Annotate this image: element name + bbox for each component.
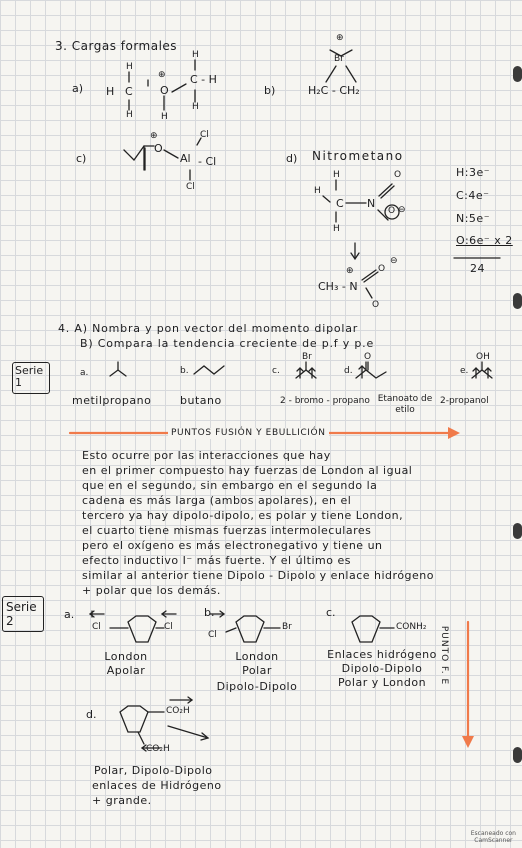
part-c-cl-right: - Cl <box>198 155 217 168</box>
resonance-o-bottom: O <box>372 300 380 310</box>
part-c-o-charge: ⊕ <box>150 131 158 141</box>
serie1-e-name: 2-propanol <box>440 396 489 406</box>
part-d-h-left: H <box>314 186 321 196</box>
part-a-h-under-o: H <box>161 112 168 122</box>
explanation-paragraph <box>82 448 434 598</box>
part-c-aluminium: Al <box>180 152 191 165</box>
question4-line-a: 4. A) Nombra y pon vector del momento dipolar <box>58 322 359 335</box>
serie2-b-caption-2: Polar <box>242 664 272 677</box>
serie2-b-caption-1: London <box>235 650 279 663</box>
serie2-a-sub-left: Cl <box>92 622 101 632</box>
paragraph-line: + polar que los demás. <box>82 584 221 597</box>
serie1-e-letter: e. <box>460 366 469 376</box>
serie2-d-caption-1: Polar, Dipolo-Dipolo <box>94 764 213 777</box>
scanner-line-2: CamScanner <box>474 837 513 844</box>
part-c-cl-bottom: Cl <box>186 182 195 192</box>
fusion-arrow-label: PUNTOS FUSIÓN Y EBULLICIÓN <box>168 428 329 439</box>
part-d-name: Nitrometano <box>312 149 404 163</box>
serie2-d-sub-top: CO₂H <box>166 706 190 716</box>
serie2-b-sub-left: Cl <box>208 630 217 640</box>
serie1-label: Serie 1 <box>15 364 44 389</box>
part-a-label: a) <box>72 82 84 95</box>
paragraph-line: cadena es más larga (ambos apolares), en el <box>82 494 352 507</box>
serie2-c-sub-right: CONH₂ <box>396 622 427 632</box>
paragraph-line: que en el segundo, sin embargo en el segundo la <box>82 479 378 492</box>
serie1-d-letter: d. <box>344 366 353 376</box>
electron-n: N:5e⁻ <box>456 212 491 225</box>
serie2-d-caption-2: enlaces de Hidrógeno <box>92 779 222 792</box>
paragraph-line: similar al anterior tiene Dipolo - Dipolo y enlace hidrógeno <box>82 569 434 582</box>
serie2-b-caption-3: Dipolo-Dipolo <box>216 680 298 693</box>
electron-c: C:4e⁻ <box>456 189 490 202</box>
serie1-c-name: 2 - bromo - propano <box>280 396 370 406</box>
serie2-label-box <box>2 596 44 632</box>
part-d-carbon: C <box>336 197 344 210</box>
serie1-e-atom: OH <box>476 352 490 362</box>
serie2-c-caption-1: Enlaces hidrógeno <box>327 648 437 661</box>
part-a-oxygen: O <box>160 84 169 97</box>
serie2-d-sub-bottom: CO₂H <box>146 744 170 754</box>
part-c-oxygen: O <box>154 142 163 155</box>
serie2-a-caption-2: Apolar <box>106 664 146 677</box>
serie1-c-atom: Br <box>302 352 312 362</box>
electron-o: O:6e⁻ x 2 <box>456 234 513 247</box>
serie2-a-sub-right: Cl <box>164 622 173 632</box>
part-a-c-left: C <box>125 85 133 98</box>
serie1-b-letter: b. <box>180 366 189 376</box>
resonance-n-charge: ⊕ <box>346 266 354 276</box>
part-a-h-bottom-right: H <box>192 102 199 112</box>
part-a-o-charge: ⊕ <box>158 70 166 80</box>
part-d-o-top: O <box>394 170 402 180</box>
camscanner-watermark <box>471 830 516 844</box>
part-b-label: b) <box>264 84 276 97</box>
serie2-a-caption-1: London <box>104 650 148 663</box>
serie2-d-caption-3: + grande. <box>92 794 152 807</box>
electron-h: H:3e⁻ <box>456 166 491 179</box>
serie1-d-name: Etanoato de etilo <box>377 394 433 415</box>
serie1-c-letter: c. <box>272 366 280 376</box>
part-d-o-minus: ⊖ <box>398 205 406 215</box>
resonance-o-charge: ⊖ <box>390 256 398 266</box>
part-a-c-right: C - H <box>190 73 217 86</box>
serie2-label: Serie 2 <box>6 600 37 628</box>
serie2-side-label: PUNTO F. E <box>439 625 450 686</box>
resonance-formula: CH₃ - N <box>318 280 358 293</box>
part-d-nitrogen: N <box>367 197 376 210</box>
scanner-line-1: Escaneado con <box>470 830 516 837</box>
resonance-o-top: O <box>378 264 386 274</box>
serie2-c-letter: c. <box>326 606 336 619</box>
part-d-o-bottom: O <box>388 206 396 216</box>
part-d-h-bottom: H <box>333 224 340 234</box>
part-a-h-left: H <box>106 85 115 98</box>
serie2-b-letter: b. <box>204 606 215 619</box>
part-b-bromine: Br <box>334 54 344 64</box>
paragraph-line: Esto ocurre por las interacciones que hay <box>82 449 331 462</box>
serie1-a-name: metilpropano <box>72 394 152 407</box>
serie1-a-letter: a. <box>80 368 89 378</box>
question4-line-b: B) Compara la tendencia creciente de p.f y p.e <box>80 337 375 350</box>
electron-total: 24 <box>470 262 485 275</box>
part-d-h-top: H <box>333 170 340 180</box>
part-a-h-top: H <box>126 62 133 72</box>
part-a-h-bottom: H <box>126 110 133 120</box>
part-b-charge: ⊕ <box>336 33 344 43</box>
paragraph-line: efecto inductivo I⁻ más fuerte. Y el último es <box>82 554 351 567</box>
serie1-b-name: butano <box>180 394 222 407</box>
serie2-d-letter: d. <box>86 708 97 721</box>
serie2-b-sub-right: Br <box>282 622 292 632</box>
paragraph-line: en el primer compuesto hay fuerzas de London al igual <box>82 464 413 477</box>
serie2-c-caption-2: Dipolo-Dipolo <box>341 662 423 675</box>
part-c-cl-top: Cl <box>200 130 209 140</box>
serie2-a-letter: a. <box>64 608 75 621</box>
serie1-d-atom: O <box>364 352 372 362</box>
part-a-h-top-right: H <box>192 50 199 60</box>
part-b-formula: H₂C - CH₂ <box>308 84 360 97</box>
paragraph-line: el cuarto tiene mismas fuerzas intermoleculares <box>82 524 372 537</box>
part-d-label: d) <box>286 152 298 165</box>
part-c-label: c) <box>76 152 87 165</box>
serie1-label-box <box>12 362 50 394</box>
paragraph-line: pero el oxígeno es más electronegativo y tiene un <box>82 539 383 552</box>
section-title: 3. Cargas formales <box>55 39 178 53</box>
paragraph-line: tercero ya hay dipolo-dipolo, es polar y tiene London, <box>82 509 404 522</box>
serie2-c-caption-3: Polar y London <box>337 676 427 689</box>
